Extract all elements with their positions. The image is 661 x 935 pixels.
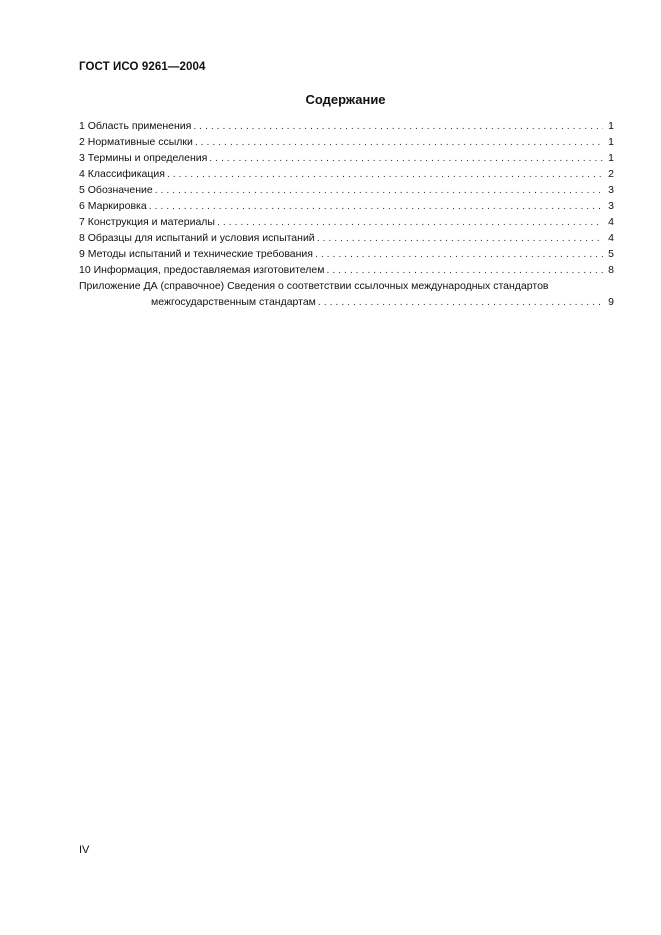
- toc-entry-title: 1 Область применения: [79, 120, 192, 132]
- table-of-contents: [79, 118, 614, 310]
- toc-entry[interactable]: [79, 262, 614, 278]
- toc-entry-title: 5 Обозначение: [79, 184, 153, 196]
- toc-entry-page: 1: [608, 120, 614, 132]
- toc-entry-title: 3 Термины и определения: [79, 152, 208, 164]
- toc-entry[interactable]: [79, 214, 614, 230]
- toc-appendix-title-line1: Приложение ДА (справочное) Сведения о соответствии ссылочных международных стандартов: [79, 280, 549, 292]
- toc-leader-dots: [317, 230, 603, 246]
- toc-entry-page: 1: [608, 136, 614, 148]
- toc-leader-dots: [217, 214, 603, 230]
- toc-leader-dots: [195, 134, 603, 150]
- document-header: ГОСТ ИСО 9261—2004: [79, 61, 206, 73]
- toc-leader-dots: [149, 198, 603, 214]
- toc-entry[interactable]: [79, 134, 614, 150]
- toc-entry-title: 10 Информация, предоставляемая изготовителем: [79, 264, 325, 276]
- toc-entry-title: 6 Маркировка: [79, 200, 147, 212]
- toc-entry-page: 1: [608, 152, 614, 164]
- toc-entry[interactable]: [79, 182, 614, 198]
- toc-title-text: Содержание: [305, 92, 386, 107]
- toc-entry-title: 7 Конструкция и материалы: [79, 216, 215, 228]
- toc-entry[interactable]: [79, 246, 614, 262]
- toc-entry[interactable]: [79, 118, 614, 134]
- toc-entry[interactable]: [79, 198, 614, 214]
- toc-entry-title: 8 Образцы для испытаний и условия испытаний: [79, 232, 315, 244]
- toc-entry-title: 2 Нормативные ссылки: [79, 136, 193, 148]
- toc-entry-page: 3: [608, 184, 614, 196]
- toc-entry-page: 8: [608, 264, 614, 276]
- toc-leader-dots: [315, 246, 603, 262]
- toc-entry-title: 4 Классификация: [79, 168, 165, 180]
- toc-appendix-entry[interactable]: [79, 278, 614, 294]
- toc-entry-page: 4: [608, 216, 614, 228]
- toc-entry-title: 9 Методы испытаний и технические требования: [79, 248, 313, 260]
- toc-entry[interactable]: [79, 166, 614, 182]
- toc-entry-page: 2: [608, 168, 614, 180]
- toc-leader-dots: [318, 294, 603, 310]
- toc-entry[interactable]: [79, 150, 614, 166]
- toc-appendix-entry-continued[interactable]: [79, 294, 614, 310]
- toc-leader-dots: [326, 262, 603, 278]
- toc-entry-page: 4: [608, 232, 614, 244]
- toc-leader-dots: [209, 150, 603, 166]
- toc-title: [0, 92, 661, 107]
- toc-leader-dots: [193, 118, 603, 134]
- page-number: IV: [79, 844, 90, 856]
- toc-leader-dots: [155, 182, 603, 198]
- toc-entry[interactable]: [79, 230, 614, 246]
- toc-appendix-title-line2: межгосударственным стандартам: [151, 296, 316, 308]
- toc-leader-dots: [167, 166, 603, 182]
- toc-entry-page: 3: [608, 200, 614, 212]
- toc-entry-page: 5: [608, 248, 614, 260]
- toc-appendix-page: 9: [608, 296, 614, 308]
